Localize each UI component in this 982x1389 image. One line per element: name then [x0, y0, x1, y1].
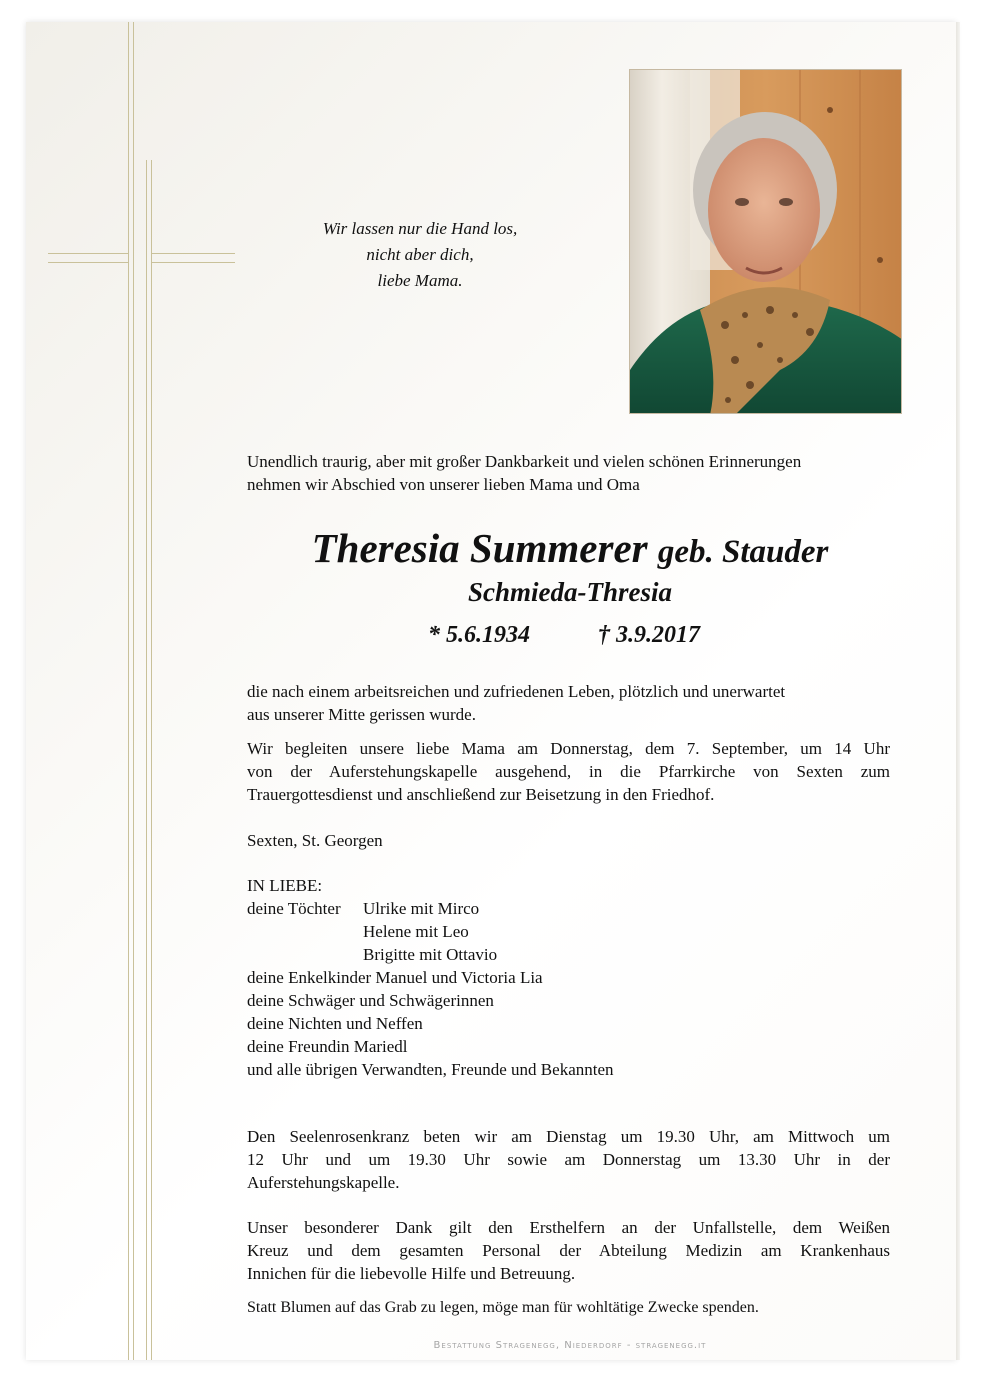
birth-date: * 5.6.1934 — [428, 622, 530, 648]
family-list — [247, 874, 890, 1081]
intro-line: Unendlich traurig, aber mit großer Dankbarkeit und vielen schönen Erinnerungen — [247, 452, 802, 471]
rosary-line: Den Seelenrosenkranz beten wir am Dienstag um 19.30 Uhr, am Mittwoch um — [247, 1127, 890, 1146]
daughter-entry: Helene mit Leo — [363, 922, 469, 941]
funeral-text — [247, 737, 890, 806]
funeral-line: Wir begleiten unsere liebe Mama am Donnerstag, dem 7. September, um 14 Uhr — [247, 739, 890, 758]
thanks-line: Innichen für die liebevolle Hilfe und Betreuung. — [247, 1264, 576, 1283]
daughter-entry: Ulrike mit Mirco — [363, 899, 480, 918]
daughters-label: deine Töchter — [247, 899, 341, 918]
motto-line: Wir lassen nur die Hand los, — [322, 219, 518, 238]
family-entry: und alle übrigen Verwandten, Freunde und Bekannten — [247, 1060, 614, 1079]
funeral-line: Trauergottesdienst und anschließend zur Beisetzung in den Friedhof. — [247, 785, 715, 804]
passing-line: aus unserer Mitte gerissen wurde. — [247, 705, 476, 724]
birth-name: geb. Stauder — [657, 534, 829, 570]
page-shadow-edge — [956, 22, 960, 1360]
family-entry: deine Schwäger und Schwägerinnen — [247, 991, 494, 1010]
footer-credit: Bestattung Stragenegg, Niederdorf - stragenegg.it — [433, 1340, 707, 1351]
family-row — [247, 920, 890, 943]
portrait-photo — [629, 69, 902, 414]
daughter-entry: Brigitte mit Ottavio — [363, 945, 498, 964]
motto-line: nicht aber dich, — [366, 245, 474, 264]
family-row — [247, 897, 890, 920]
family-row — [247, 943, 890, 966]
thanks-line: Unser besonderer Dank gilt den Ersthelfern an der Unfallstelle, dem Weißen — [247, 1218, 890, 1237]
nickname: Schmieda-Thresia — [467, 577, 672, 607]
deceased-name — [230, 524, 910, 572]
family-entry: deine Nichten und Neffen — [247, 1014, 423, 1033]
flowers-note: Statt Blumen auf das Grab zu legen, möge man für wohltätige Zwecke spenden. — [247, 1299, 759, 1316]
passing-line: die nach einem arbeitsreichen und zufriedenen Leben, plötzlich und unerwartet — [247, 682, 786, 701]
place: Sexten, St. Georgen — [247, 831, 383, 850]
thanks-text — [247, 1216, 890, 1285]
intro-line: nehmen wir Abschied von unserer lieben Mama und Oma — [247, 475, 640, 494]
intro-text — [247, 450, 890, 496]
death-date: † 3.9.2017 — [598, 622, 700, 648]
passing-text — [247, 680, 890, 726]
rosary-line: 12 Uhr und um 19.30 Uhr sowie am Donnerstag um 13.30 Uhr in der — [247, 1150, 890, 1169]
rosary-line: Auferstehungskapelle. — [247, 1173, 400, 1192]
motto-verse — [270, 216, 570, 294]
rosary-text — [247, 1125, 890, 1194]
family-entry: deine Enkelkinder Manuel und Victoria Lia — [247, 968, 543, 987]
family-entry: deine Freundin Mariedl — [247, 1037, 408, 1056]
motto-line: liebe Mama. — [377, 271, 463, 290]
thanks-line: Kreuz und dem gesamten Personal der Abteilung Medizin am Krankenhaus — [247, 1241, 890, 1260]
family-heading: IN LIEBE: — [247, 876, 323, 895]
funeral-line: von der Auferstehungskapelle ausgehend, in die Pfarrkirche von Sexten zum — [247, 762, 890, 781]
full-name: Theresia Summerer — [311, 525, 648, 571]
